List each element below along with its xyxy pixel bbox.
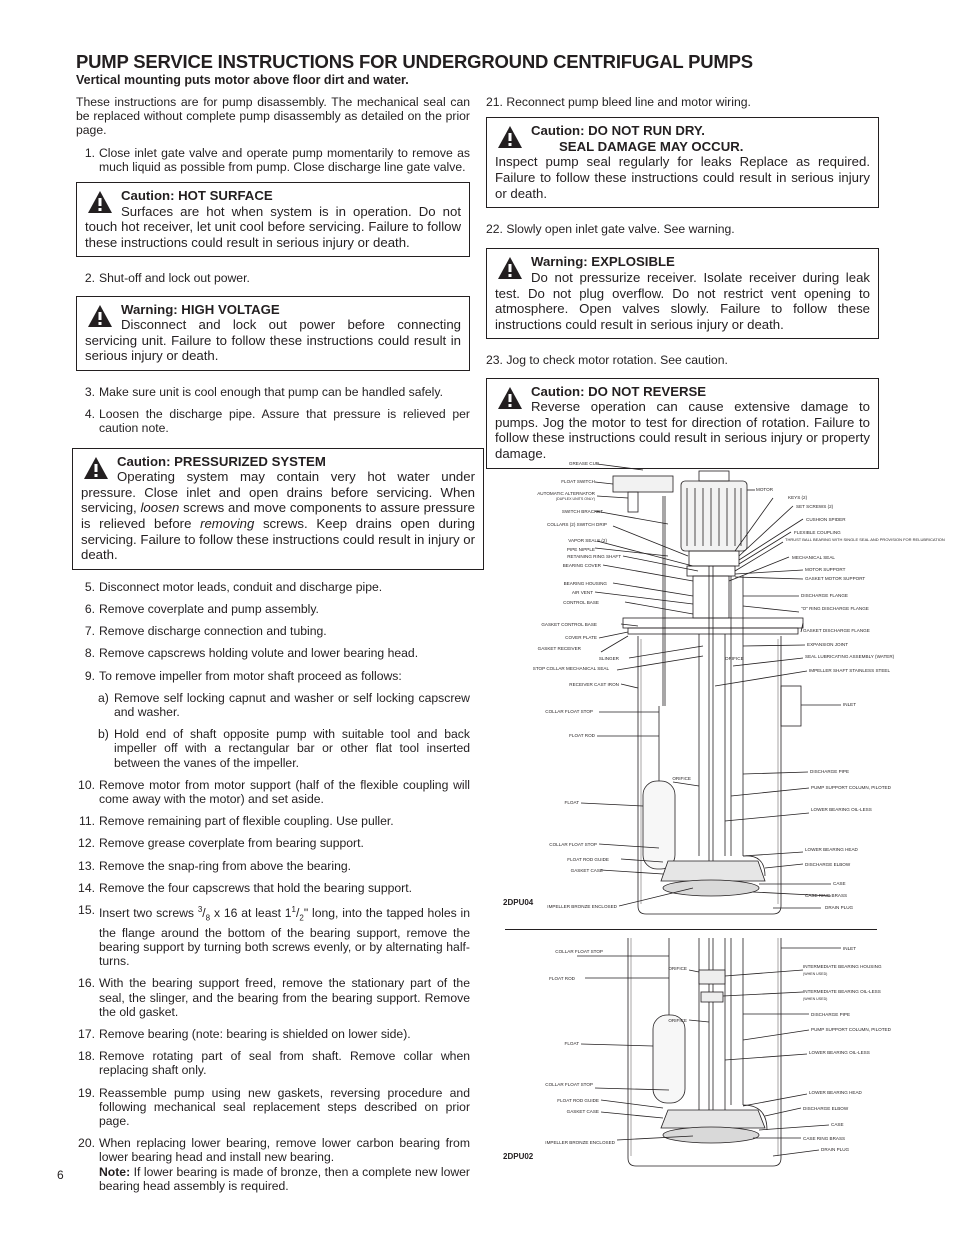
fraction-numerator: 1 [291,904,296,914]
label-impeller: IMPELLER BRONZE ENCLOSED [547,904,617,909]
step-number: 12. [78,836,95,851]
step-text: Remove rotating part of seal from shaft. Remove collar when replacing shaft only. [99,1049,470,1078]
label-seal-lubricating-assembly: SEAL LUBRICATING ASSEMBLY (WATER) [805,654,895,659]
label-collar-float-stop: COLLAR FLOAT STOP [555,949,603,954]
label-gasket-case: GASKET CASE [566,1109,599,1114]
step-number: 9. [84,668,95,683]
step-number: 2. [84,271,95,286]
pump-diagram-2dpu04 [503,456,945,918]
step-18 [76,1049,470,1077]
step-12 [76,836,470,850]
label-case-ring-brass: CASE RING BRASS [805,893,848,898]
warning-body: Disconnect and lock out power before connecting servicing unit. Failure to follow these instructions could result in serious injury or death. [85,317,461,364]
caution-body-c: screws. Keep drains open during servicing. Failure to follow these instructions could result in injury or death. [81,515,475,563]
step-number: 4. [84,407,95,422]
label-discharge-pipe: DISCHARGE PIPE [811,1012,851,1017]
step-text: x 16 at least 1 [210,906,292,921]
step-6 [76,602,470,616]
step-text: Remove grease coverplate from bearing support. [99,836,364,851]
step-19 [76,1086,470,1129]
label-collar-float-stop-2: COLLAR FLOAT STOP [545,1082,593,1087]
label-float-rod: FLOAT ROD [549,976,575,981]
step-number: 3. [84,384,95,399]
label-expansion-joint: EXPANSION JOINT [807,642,849,647]
label-case: CASE [833,881,846,886]
step-number: 5. [84,579,95,594]
step-number: 20. [78,1136,95,1151]
label-intermediate-bearing-housing: INTERMEDIATE BEARING HOUSING [803,964,882,969]
label-drain-plug: DRAIN PLUG [825,905,854,910]
step-number: 17. [78,1026,95,1041]
caution-heading: Caution: PRESSURIZED SYSTEM [117,453,326,469]
page-number: 6 [57,1168,64,1182]
step-number: 18. [78,1049,95,1064]
label-cover-plate: COVER PLATE [565,635,597,640]
label-stop-collar: STOP COLLAR MECHANICAL SEAL [532,666,609,671]
caution-body: Surfaces are hot when system is in operation. Do not touch hot receiver, let unit cool before servicing. Failure to follow these instructions could result in serious injury or death. [85,203,461,250]
step-text: Remove motor from motor support (half of the flexible coupling will come away with the motor) and set aside. [99,777,470,806]
label-receiver-cast-iron: RECEIVER CAST IRON [569,682,619,687]
label-discharge-elbow: DISCHARGE ELBOW [803,1106,849,1111]
warning-heading: Warning: EXPLOSIBLE [531,254,675,270]
note-text: If lower bearing is made of bronze, then a complete new lower bearing head assembly is required. [99,1164,470,1193]
warning-body: Do not pressurize receiver. Isolate receiver during leak test. Do not plug overflow. Do not restrict vent opening to atmosphere. Open valves slowly. Failure to follow these instructions could result in serious injury or death. [495,269,870,332]
caution-heading: Caution: DO NOT REVERSE [531,383,707,399]
step-1 [76,146,470,174]
warning-triangle-icon [497,386,523,410]
step-text: Make sure unit is cool enough that pump can be handled safely. [99,384,443,399]
pump-cutaway-drawing [503,930,891,1170]
warning-triangle-icon [87,304,113,328]
step-10 [76,778,470,806]
label-orifice-upper: ORIFICE [668,966,687,971]
label-collars-switch-drip: COLLARS (2) SWITCH DRIP [547,522,607,527]
label-automatic-alternator: AUTOMATIC ALTERNATOR [537,491,595,496]
caution-body: Reverse operation can cause extensive damage to pumps. Jog the motor to test for direction of rotation. Failure to follow these instructions could result in serious injury or property damage. [495,399,870,461]
step-number: 16. [78,976,95,991]
label-float-rod-guide: FLOAT ROD GUIDE [557,1098,599,1103]
step-4 [76,407,470,435]
label-when-used: (WHEN USED) [803,972,828,976]
left-column [76,95,475,1201]
step-8 [76,646,470,660]
label-set-screws: SET SCREWS (2) [796,504,834,509]
step-9 [76,669,470,683]
step-3 [76,385,470,399]
step-text: Disconnect motor leads, conduit and discharge pipe. [99,579,383,594]
label-o-ring-discharge-flange: "O" RING DISCHARGE FLANGE [801,606,869,611]
step-21: 21. Reconnect pump bleed line and motor wiring. [486,95,751,109]
page-subtitle: Vertical mounting puts motor above floor dirt and water. [76,73,409,87]
caution-emphasis-loosen: loosen [140,500,180,516]
intro-paragraph: These instructions are for pump disassembly. The mechanical seal can be replaced without complete pump disassembly as detailed on the prior page. [76,95,470,138]
substep-letter: b) [98,727,109,742]
step-text: Insert two screws [99,906,198,921]
label-retaining-ring-shaft: RETAINING RING SHAFT [567,554,621,559]
step-9b [76,727,470,770]
step-16 [76,976,470,1019]
label-gasket-receiver: GASKET RECEIVER [537,646,581,651]
label-bearing-cover: BEARING COVER [562,563,601,568]
label-gasket-control-base: GASKET CONTROL BASE [541,622,597,627]
fraction-denominator: 8 [205,913,211,923]
step-text: " long, into the tapped holes in the flange around the bottom of the bearing support, remove the bearing support by turning both screws evenly, or by alternating half-turns. [99,906,470,969]
label-impeller: IMPELLER BRONZE ENCLOSED [545,1140,615,1145]
step-5 [76,580,470,594]
pump-cutaway-drawing [503,456,945,918]
label-cushion-spider: CUSHION SPIDER [806,517,846,522]
diagram-caption: 2DPU02 [503,1152,534,1161]
label-lower-bearing-head: LOWER BEARING HEAD [809,1090,862,1095]
label-inlet: INLET [843,946,857,951]
substep-letter: a) [98,690,109,705]
step-11 [76,814,470,828]
step-text: Remove discharge connection and tubing. [99,624,327,639]
caution-pressurized-system-box [72,448,484,570]
label-keys: KEYS (2) [788,495,808,500]
step-number: 8. [84,646,95,661]
step-text: Remove coverplate and pump assembly. [99,601,319,616]
caution-body: Inspect pump seal regularly for leaks Replace as required. Failure to follow these instructions could result in serious injury or death. [495,154,870,201]
pump-diagram-2dpu02 [503,930,891,1170]
step-text: Shut-off and lock out power. [99,271,250,286]
substep-text: Remove self locking capnut and washer or self locking capscrew and washer. [114,690,470,719]
label-switch-bracket: SWITCH BRACKET [561,509,603,514]
label-float: FLOAT [564,800,579,805]
step-text: With the bearing support freed, remove the stationary part of the seal, the slinger, and the bearing from the bearing support. Remove the old gasket. [99,976,470,1019]
diagram-caption: 2DPU04 [503,898,534,907]
step-text: Remove capscrews holding volute and lower bearing head. [99,646,419,661]
label-thrust-ball-bearing: THRUST BALL BEARING WITH SINGLE SEAL AND PROVISION FOR RELUBRICATION [785,537,945,542]
step-text: Remove bearing (note: bearing is shielded on lower side). [99,1026,411,1041]
note-label: Note: [99,1164,131,1179]
warning-heading: Warning: HIGH VOLTAGE [121,301,280,317]
label-discharge-flange: DISCHARGE FLANGE [801,593,848,598]
caution-heading: Caution: HOT SURFACE [121,188,273,204]
label-motor: MOTOR [756,487,774,492]
right-column [486,95,879,483]
step-text: Remove the snap-ring from above the bearing. [99,858,352,873]
label-float-rod-guide: FLOAT ROD GUIDE [567,857,609,862]
label-lower-bearing-head: LOWER BEARING HEAD [805,847,858,852]
caution-do-not-reverse-box [486,378,879,469]
step-number: 10. [78,777,95,792]
label-orifice-right: ORIFICE [725,656,744,661]
fraction-numerator: 3 [197,904,203,914]
caution-heading-2: SEAL DAMAGE MAY OCCUR. [559,138,744,154]
step-2 [76,271,470,285]
label-pipe-nipple: PIPE NIPPLE [566,547,595,552]
step-17 [76,1027,470,1041]
caution-hot-surface-box [76,182,470,257]
label-air-vent: AIR VENT [571,590,593,595]
page-title: PUMP SERVICE INSTRUCTIONS FOR UNDERGROUND CENTRIFUGAL PUMPS [76,51,753,72]
step-text: Loosen the discharge pipe. Assure that pressure is relieved per caution note. [99,407,470,436]
label-lower-bearing-oil-less: LOWER BEARING OIL-LESS [811,807,872,812]
caution-body-b: screws and move components to assure pressure is relieved before [81,500,475,531]
warning-high-voltage-box [76,296,470,371]
step-22: 22. Slowly open inlet gate valve. See warning. [486,222,735,237]
step-number: 15. [78,902,95,917]
step-number: 11. [78,814,95,829]
label-gasket-discharge-flange: GASKET DISCHARGE FLANGE [803,628,870,633]
label-mechanical-seal: MECHANICAL SEAL [792,555,835,560]
step-text: Remove the four capscrews that hold the bearing support. [99,880,412,895]
label-control-base: CONTROL BASE [563,600,599,605]
step-text: To remove impeller from motor shaft proceed as follows: [99,668,402,683]
step-number: 13. [78,858,95,873]
label-discharge-elbow: DISCHARGE ELBOW [805,862,851,867]
step-7 [76,624,470,638]
label-discharge-pipe: DISCHARGE PIPE [810,769,850,774]
label-collar-float-stop: COLLAR FLOAT STOP [545,709,593,714]
substep-text: Hold end of shaft opposite pump with suitable tool and back impeller off with a rectangular bar or other flat tool inserted between the vanes of the impeller. [114,727,470,770]
label-orifice-lower: ORIFICE [668,1018,687,1023]
step-number: 14. [78,880,95,895]
warning-triangle-icon [497,125,523,149]
label-bearing-housing: BEARING HOUSING [563,581,607,586]
step-number: 7. [84,624,95,639]
label-lower-bearing-oil-less: LOWER BEARING OIL-LESS [809,1050,870,1055]
label-inlet: INLET [843,702,857,707]
caution-emphasis-removing: removing [200,515,255,531]
step-text: Remove remaining part of flexible coupling. Use puller. [99,814,394,829]
label-duplex-only: (DUPLEX UNITS ONLY) [555,497,595,501]
label-case: CASE [831,1122,844,1127]
fraction-denominator: 2 [299,913,304,923]
label-when-used-2: (WHEN USED) [803,997,828,1001]
label-drain-plug: DRAIN PLUG [821,1147,850,1152]
caution-heading: Caution: DO NOT RUN DRY. [531,123,705,139]
label-pump-support-column: PUMP SUPPORT COLUMN, PILOTED [811,785,891,790]
label-gasket-motor-support: GASKET MOTOR SUPPORT [805,576,866,581]
label-grease-cup: GREASE CUP [568,461,599,466]
label-case-ring-brass: CASE RING BRASS [803,1136,846,1141]
step-23: 23. Jog to check motor rotation. See caution. [486,353,728,368]
label-vapor-seals: VAPOR SEALS (2) [568,538,607,543]
label-float-rod: FLOAT ROD [569,733,595,738]
step-text: Reassemble pump using new gaskets, reversing procedure and following mechanical seal replacement steps described on prior page. [99,1085,470,1128]
label-slinger: SLINGER [598,656,619,661]
step-15: 15. Insert two screws $^3/_8$ x 16 at least $1^1/_2$" long, into the tapped holes in the flange around the bottom of the bearing support, remove the bearing support by turning both screws evenly, or by alternating half-turns. [76,903,470,968]
caution-body-a: Operating system may contain very hot water under pressure. Close inlet and open drains before servicing. When servicing, [81,469,475,516]
warning-explosible-box [486,248,879,339]
step-14 [76,881,470,895]
step-number: 6. [84,601,95,616]
step-13 [76,859,470,873]
step-text: When replacing lower bearing, remove lower carbon bearing from lower bearing head and install new bearing. [99,1136,470,1165]
label-motor-support: MOTOR SUPPORT [805,567,846,572]
label-float: FLOAT [564,1041,579,1046]
label-float-switch: FLOAT SWITCH [561,479,595,484]
step-9a [76,691,470,719]
caution-do-not-run-dry-box [486,117,879,208]
label-flexible-coupling: FLEXIBLE COUPLING [794,530,841,535]
warning-triangle-icon [83,456,109,480]
label-intermediate-bearing-oil-less: INTERMEDIATE BEARING OIL-LESS [803,989,881,994]
label-impeller-shaft: IMPELLER SHAFT STAINLESS STEEL [809,668,891,673]
label-collar-float-stop-2: COLLAR FLOAT STOP [549,842,597,847]
step-text: Close inlet gate valve and operate pump momentarily to remove as much liquid as possible from pump. Close discharge line gate valve. [99,145,470,174]
label-gasket-case: GASKET CASE [570,868,603,873]
label-pump-support-column: PUMP SUPPORT COLUMN, PILOTED [811,1027,891,1032]
label-orifice: ORIFICE [672,776,691,781]
warning-triangle-icon [497,256,523,280]
step-number: 19. [78,1085,95,1100]
step-number: 1. [84,145,95,160]
step-20 [76,1136,470,1193]
warning-triangle-icon [87,190,113,214]
